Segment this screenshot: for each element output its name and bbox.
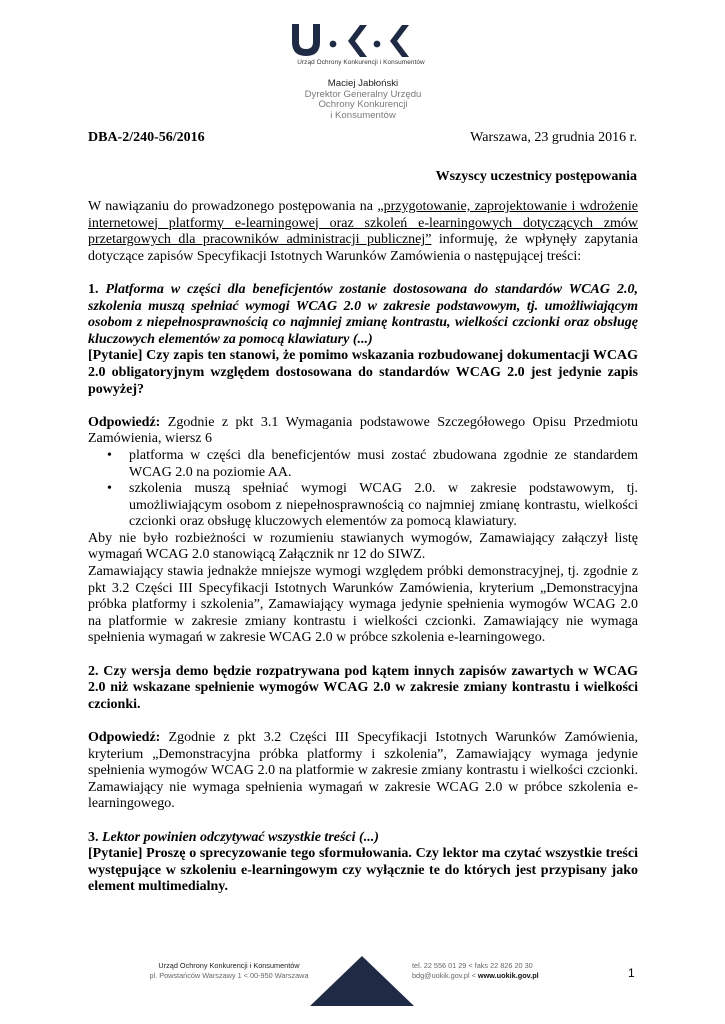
footer-street: pl. Powstańców Warszawy 1 < 00-950 Warszawa (149, 971, 309, 981)
footer-email: bdg@uokik.gov.pl < (412, 971, 478, 981)
question-3-quote: 3. Lektor powinien odczytywać wszystkie treści (...) (88, 829, 379, 845)
list-item: • platforma w części dla beneficjentów musi zostać zbudowana zgodnie ze standardem WCAG 2.0 na poziomie AA. (129, 448, 638, 481)
signer-title-line: Ochrony Konkurencji (318, 99, 408, 111)
signer-title-line: Dyrektor Generalny Urzędu (304, 88, 422, 100)
procurement-subject: „przygotowanie, zaprojektowanie i wdrożenie internetowej platformy e-learningowej oraz szkoleń e-learningowych dotyczących zmów przetargowych dla pracowników administracji publicznej” (88, 199, 638, 248)
question-3: [Pytanie] Proszę o sprecyzowanie tego sformułowania. Czy lektor ma czytać wszystkie treści występujące w szkoleniu e-learningowym czy wyłącznie te do których jest przypisany jako element multimedialny. (88, 846, 638, 895)
answer-1-bullets (88, 448, 638, 531)
place-date: Warszawa, 23 grudnia 2016 r. (470, 130, 637, 145)
addressee: Wszyscy uczestnicy postępowania (435, 169, 637, 184)
uokik-logo (288, 22, 416, 58)
answer-label: Odpowiedź: (88, 414, 161, 430)
logo-caption: Urząd Ochrony Konkurencji i Konsumentów (297, 59, 425, 66)
footer-org: Urząd Ochrony Konkurencji i Konsumentów (158, 961, 300, 970)
list-item: • szkolenia muszą spełniać wymogi WCAG 2.0. w zakresie podstawowym, tj. umożliwiającym osobom z niepełnosprawnością co najmniej zmianę kontrastu, wielkości czcionki oraz obsługę kluczowych elementów za pomocą klawiatury. (129, 481, 638, 531)
answer-2: Odpowiedź: Zgodnie z pkt 3.2 Części III Specyfikacji Istotnych Warunków Zamówienia, kryterium „Demonstracyjna próbka platformy i szkolenia”, Zamawiający wymaga jedynie spełnienia wymogów WCAG 2.0 na platformie w zakresie zmiany kontrastu i wielkości czcionki. Zamawiający nie wymaga spełnienia wymagań w zakresie WCAG 2.0 w próbce szkolenia e-learningowego. (88, 730, 638, 812)
footer-contact (412, 961, 602, 981)
answer-label: Odpowiedź: (88, 730, 161, 745)
footer-address (146, 961, 312, 981)
question-2: 2. Czy wersja demo będzie rozpatrywana pod kątem innych zapisów zawartych w WCAG 2.0 niż wskazane spełnienie wymogów WCAG 2.0 w zakresie zmiany kontrastu i wielkości czcionki. (88, 663, 638, 712)
intro-paragraph: W nawiązaniu do prowadzonego postępowania na „przygotowanie, zaprojektowanie i wdrożenie internetowej platformy e-learningowej oraz szkoleń e-learningowych dotyczących zmów przetargowych dla pracowników administracji publicznej” informuję, że wpłynęły zapytania dotyczące zapisów Specyfikacji Istotnych Warunków Zamówienia o następującej treści: (88, 199, 638, 264)
answer-1-paragraph: Aby nie było rozbieżności w rozumieniu stawianych wymogów, Zamawiający załączył listę wymagań WCAG 2.0 stanowiącą Załącznik nr 12 do SIWZ. (88, 530, 638, 563)
signer-block (268, 79, 458, 121)
answer-1-paragraph: Zamawiający stawia jednakże mniejsze wymogi względem próbki demonstracyjnej, tj. zgodnie z pkt 3.2 Części III Specyfikacji Istotnych Warunków Zamówienia, kryterium „Demonstracyjna próbka platformy i szkolenia”, Zamawiający wymaga jedynie spełnienia wymogów WCAG 2.0 na platformie w zakresie zmiany kontrastu i wielkości czcionki. Zamawiający nie wymaga spełnienia wymagań w zakresie WCAG 2.0 w próbce szkolenia e-learningowego. (88, 564, 638, 646)
answer-1-lead: Odpowiedź: Zgodnie z pkt 3.1 Wymagania podstawowe Szczegółowego Opisu Przedmiotu Zamówienia, wiersz 6 (88, 414, 638, 447)
footer-triangle-graphic (310, 956, 414, 1006)
reference-number: DBA-2/240-56/2016 (88, 130, 205, 145)
footer-phone: tel. 22 556 01 29 < faks 22 826 20 30 (412, 961, 533, 970)
page-number: 1 (628, 966, 635, 980)
signer-title-line: i Konsumentów (330, 109, 396, 121)
question-1-quote: 1. Platforma w części dla beneficjentów zostanie dostosowana do standardów WCAG 2.0, szkolenia muszą spełniać wymogi WCAG 2.0 w zakresie podstawowym, tj. umożliwiającym osobom z niepełnosprawnością co najmniej zmianę kontrastu, wielkości czcionki oraz obsługę kluczowych elementów za pomocą klawiatury (...) (88, 281, 639, 347)
letter-body (88, 199, 638, 896)
footer-website-link[interactable]: www.uokik.gov.pl (477, 971, 539, 981)
question-1: [Pytanie] Czy zapis ten stanowi, że pomimo wskazania rozbudowanej dokumentacji WCAG 2.0 obligatoryjnym względem dostosowana do standardów WCAG 2.0 jest jedynie zapis powyżej? (88, 348, 638, 397)
signer-name: Maciej Jabłoński (327, 78, 399, 89)
